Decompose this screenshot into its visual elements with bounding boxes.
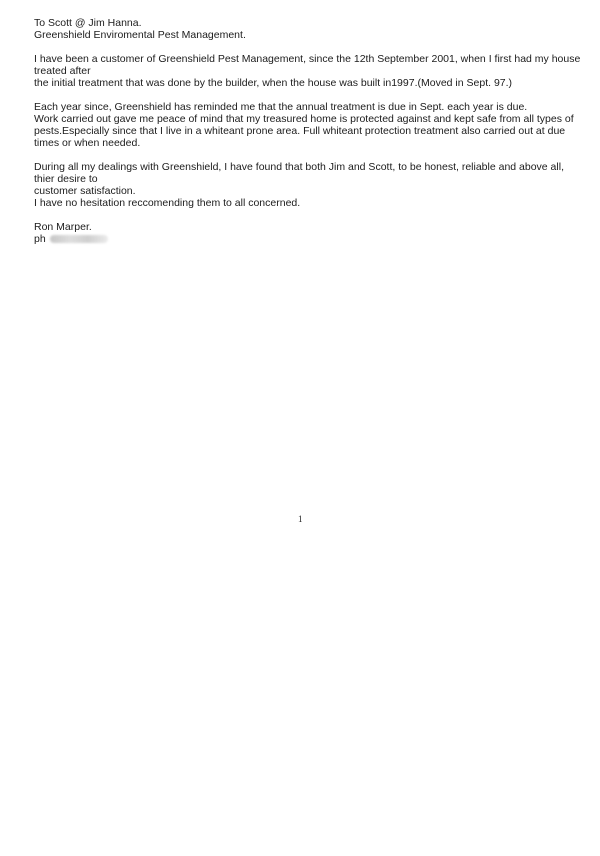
company-line: Greenshield Enviromental Pest Management. <box>34 29 246 41</box>
paragraph-line: I have no hesitation reccomending them to all concerned. <box>34 197 301 209</box>
letter-body <box>34 17 584 245</box>
paragraph-line: Each year since, Greenshield has reminded me that the annual treatment is due in Sept. each year is due. <box>34 101 528 113</box>
phone-prefix: ph <box>34 233 46 245</box>
paragraph-recommendation <box>34 161 584 209</box>
paragraph-line: times or when needed. <box>34 137 141 149</box>
paragraph-annual-treatment <box>34 101 584 149</box>
blank-line <box>34 209 584 221</box>
recipient-line: To Scott @ Jim Hanna. <box>34 17 142 29</box>
paragraph-customer-history <box>34 53 584 89</box>
signature-name: Ron Marper. <box>34 221 92 233</box>
paragraph-line: I have been a customer of Greenshield Pest Management, since the 12th September 2001, when I first had my house <box>34 53 581 65</box>
paragraph-line: treated after <box>34 65 91 77</box>
paragraph-line: Work carried out gave me peace of mind that my treasured home is protected against and kept safe from all types of <box>34 113 574 125</box>
paragraph-line: customer satisfaction. <box>34 185 136 197</box>
paragraph-line: pests.Especially since that I live in a whiteant prone area. Full whiteant protection treatment also carried out at due <box>34 125 566 137</box>
phone-row <box>34 233 584 245</box>
page-number: 1 <box>298 514 303 524</box>
paragraph-line: During all my dealings with Greenshield, I have found that both Jim and Scott, to be honest, reliable and above all, <box>34 161 564 173</box>
blank-line <box>34 41 584 53</box>
blank-line <box>34 89 584 101</box>
blank-line <box>34 149 584 161</box>
redacted-phone-number <box>50 235 108 243</box>
paragraph-line: the initial treatment that was done by the builder, when the house was built in1997.(Moved in Sept. 97.) <box>34 77 513 89</box>
paragraph-line: thier desire to <box>34 173 98 185</box>
